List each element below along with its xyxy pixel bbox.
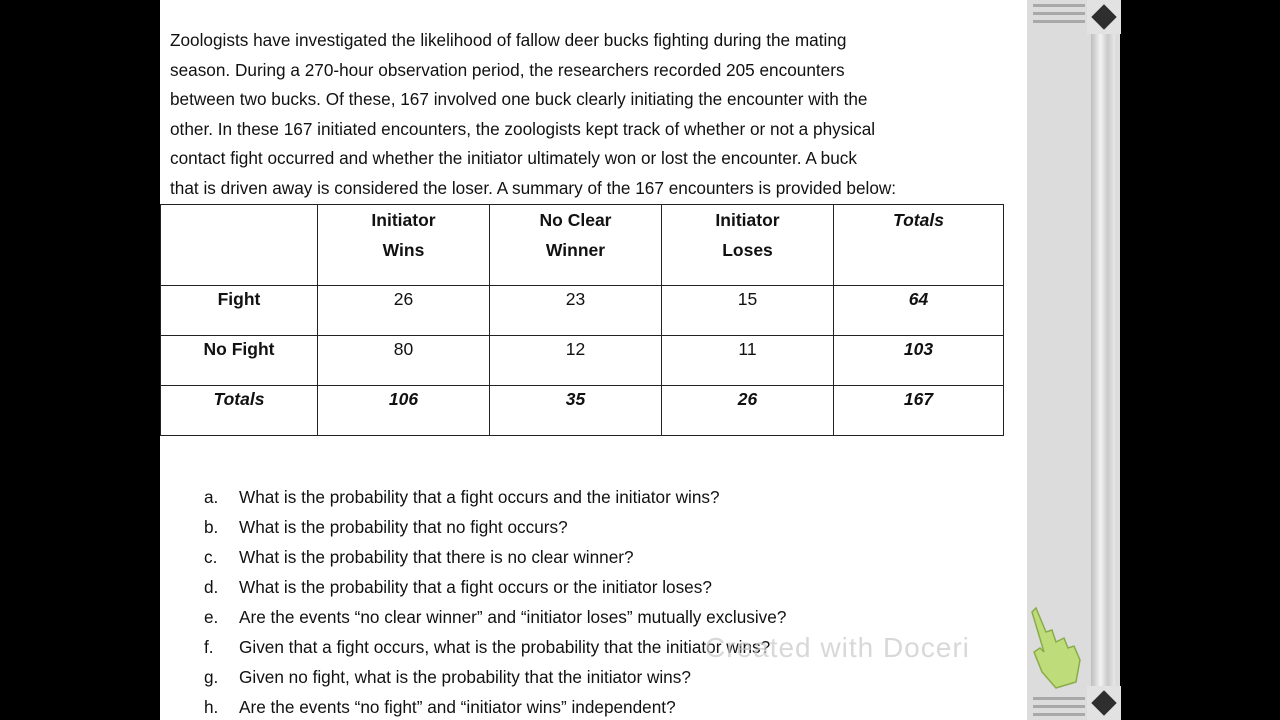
table-cell-total: 106 bbox=[318, 386, 490, 436]
table-row-totals bbox=[161, 386, 1004, 436]
header-cell-totals bbox=[834, 205, 1004, 286]
header-line: Initiator bbox=[715, 210, 780, 230]
row-label: Fight bbox=[161, 286, 318, 336]
table-cell: 12 bbox=[490, 336, 662, 386]
question-letter: f. bbox=[204, 637, 214, 657]
question-text: Given no fight, what is the probability that the initiator wins? bbox=[239, 667, 691, 687]
question-letter: e. bbox=[204, 607, 219, 627]
header-cell-empty bbox=[161, 205, 318, 286]
question-text: What is the probability that a fight occurs and the initiator wins? bbox=[239, 487, 720, 507]
question-item bbox=[204, 512, 786, 542]
header-line: No Clear bbox=[539, 210, 612, 230]
question-letter: d. bbox=[204, 577, 219, 597]
table-cell: 80 bbox=[318, 336, 490, 386]
row-label: Totals bbox=[161, 386, 318, 436]
grip-line bbox=[1033, 697, 1085, 700]
question-text: Given that a fight occurs, what is the probability that the initiator wins? bbox=[239, 637, 771, 657]
scroll-down-button[interactable] bbox=[1087, 686, 1121, 720]
grip-line bbox=[1033, 4, 1085, 7]
pointing-hand-icon bbox=[1026, 602, 1086, 690]
header-line: Loses bbox=[722, 240, 773, 260]
header-cell-initiator-wins bbox=[318, 205, 490, 286]
header-cell-no-clear-winner bbox=[490, 205, 662, 286]
intro-line: season. During a 270-hour observation period, the researchers recorded 205 encounters bbox=[170, 59, 845, 80]
table-row-no-fight bbox=[161, 336, 1004, 386]
table-cell-total: 167 bbox=[834, 386, 1004, 436]
header-line: Initiator bbox=[371, 210, 436, 230]
table-cell-total: 35 bbox=[490, 386, 662, 436]
intro-line: Zoologists have investigated the likelihood of fallow deer bucks fighting during the mating bbox=[170, 30, 847, 50]
table-header-row bbox=[161, 205, 1004, 286]
corner-icon bbox=[1091, 690, 1116, 715]
intro-line: between two bucks. Of these, 167 involved one buck clearly initiating the encounter with the bbox=[170, 89, 868, 109]
intro-paragraph bbox=[170, 26, 1020, 203]
table-cell: 26 bbox=[318, 286, 490, 336]
header-line: Totals bbox=[893, 210, 944, 230]
header-line: Wins bbox=[382, 240, 425, 260]
question-letter: g. bbox=[204, 667, 219, 687]
grip-line bbox=[1033, 705, 1085, 708]
scroll-track[interactable] bbox=[1091, 28, 1115, 688]
question-text: What is the probability that a fight occurs or the initiator loses? bbox=[239, 577, 712, 597]
question-letter: c. bbox=[204, 547, 218, 567]
table-cell: 23 bbox=[490, 286, 662, 336]
question-list bbox=[204, 482, 786, 720]
question-text: What is the probability that there is no clear winner? bbox=[239, 547, 634, 567]
question-letter: b. bbox=[204, 517, 219, 537]
watermark-text: Created with Doceri bbox=[705, 632, 970, 663]
question-text: What is the probability that no fight occurs? bbox=[239, 517, 568, 537]
intro-line: other. In these 167 initiated encounters, the zoologists kept track of whether or not a physical bbox=[170, 118, 876, 139]
grip-line bbox=[1033, 12, 1085, 15]
scroll-up-button[interactable] bbox=[1087, 0, 1121, 34]
question-item bbox=[204, 602, 786, 632]
header-line: Winner bbox=[545, 240, 606, 260]
question-letter: a. bbox=[204, 487, 219, 507]
encounter-summary-table bbox=[160, 204, 1004, 436]
question-item bbox=[204, 632, 786, 662]
table-cell: 11 bbox=[662, 336, 834, 386]
question-item bbox=[204, 662, 786, 692]
question-item bbox=[204, 542, 786, 572]
grip-line bbox=[1033, 20, 1085, 23]
table-cell: 15 bbox=[662, 286, 834, 336]
corner-icon bbox=[1091, 4, 1116, 29]
question-text: Are the events “no clear winner” and “initiator loses” mutually exclusive? bbox=[239, 607, 787, 627]
question-item bbox=[204, 692, 786, 720]
row-label: No Fight bbox=[161, 336, 318, 386]
intro-line: contact fight occurred and whether the initiator ultimately won or lost the encounter. A buck bbox=[170, 148, 857, 168]
table-row-fight bbox=[161, 286, 1004, 336]
question-letter: h. bbox=[204, 697, 219, 717]
question-item bbox=[204, 482, 786, 512]
table-cell-total: 26 bbox=[662, 386, 834, 436]
question-text: Are the events “no fight” and “initiator wins” independent? bbox=[239, 697, 676, 717]
table-cell-total: 64 bbox=[834, 286, 1004, 336]
grip-line bbox=[1033, 713, 1085, 716]
header-cell-initiator-loses bbox=[662, 205, 834, 286]
question-item bbox=[204, 572, 786, 602]
intro-line: that is driven away is considered the loser. A summary of the 167 encounters is provided below: bbox=[170, 177, 897, 198]
document-page bbox=[160, 0, 1027, 720]
table-cell-total: 103 bbox=[834, 336, 1004, 386]
